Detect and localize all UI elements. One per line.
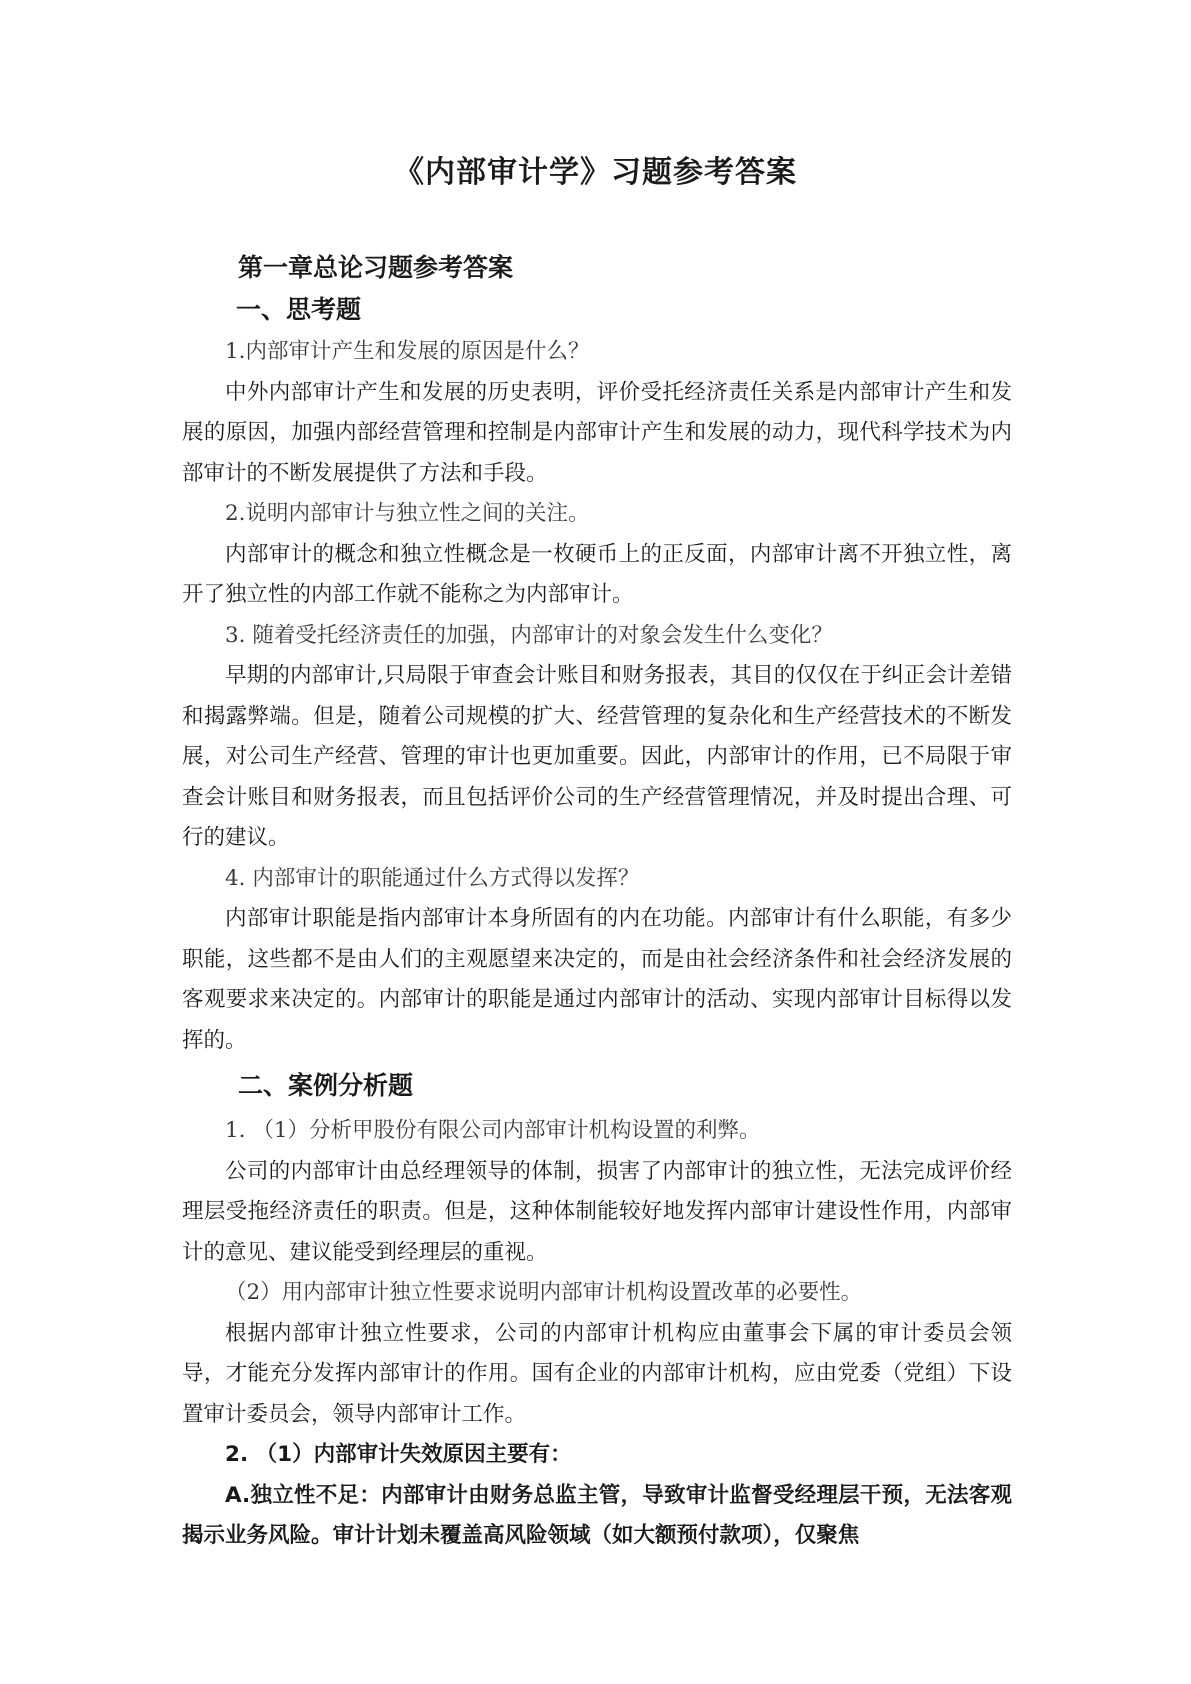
case-1-question-2: （2）用内部审计独立性要求说明内部审计机构设置改革的必要性。 <box>225 1280 863 1305</box>
answer-4: 内部审计职能是指内部审计本身所固有的内在功能。内部审计有什么职能，有多少职能，这些都不是由人们的主观愿望来决定的，而是由社会经济条件和社会经济发展的客观要求来决定的。内部审计的职能是通过内部审计的活动、实现内部审计目标得以发挥的。 <box>182 906 1012 1053</box>
answer-2: 内部审计的概念和独立性概念是一枚硬币上的正反面，内部审计离不开独立性，离开了独立性的内部工作就不能称之为内部审计。 <box>182 541 1012 607</box>
section-heading-thinking-questions: 一、思考题 <box>236 295 362 324</box>
question-3: 3. 随着受托经济责任的加强，内部审计的对象会发生什么变化？ <box>225 622 833 648</box>
case-2-question-1: 2. （1）内部审计失效原因主要有： <box>225 1442 572 1467</box>
document-title: 《内部审计学》习题参考答案 <box>394 155 797 190</box>
section-heading-case-analysis: 二、案例分析题 <box>238 1071 414 1100</box>
case-1-question-1: 1. （1）分析甲股份有限公司内部审计机构设置的利弊。 <box>225 1118 761 1143</box>
question-4: 4. 内部审计的职能通过什么方式得以发挥？ <box>225 865 640 891</box>
question-2: 2.说明内部审计与独立性之间的关注。 <box>225 501 590 526</box>
case-2-answer-1: A.独立性不足：内部审计由财务总监主管，导致审计监督受经理层干预，无法客观揭示业务风险。审计计划未覆盖高风险领域（如大额预付款项），仅聚焦 <box>182 1482 1012 1548</box>
question-1: 1.内部审计产生和发展的原因是什么？ <box>225 339 590 364</box>
answer-3: 早期的内部审计,只局限于审查会计账目和财务报表，其目的仅仅在于纠正会计差错和揭露弊端。但是，随着公司规模的扩大、经营管理的复杂化和生产经营技术的不断发展，对公司生产经营、管理的审计也更加重要。因此，内部审计的作用，已不局限于审查会计账目和财务报表，而且包括评价公司的生产经营管理情况，并及时提出合理、可行的建议。 <box>182 663 1012 850</box>
case-1-answer-1: 公司的内部审计由总经理领导的体制，损害了内部审计的独立性，无法完成评价经理层受拖经济责任的职责。但是，这种体制能较好地发挥内部审计建设性作用，内部审计的意见、建议能受到经理层的重视。 <box>182 1158 1012 1265</box>
document-body <box>182 332 1012 1557</box>
answer-1: 中外内部审计产生和发展的历史表明，评价受托经济责任关系是内部审计产生和发展的原因，加强内部经营管理和控制是内部审计产生和发展的动力，现代科学技术为内部审计的不断发展提供了方法和手段。 <box>182 379 1012 486</box>
chapter-heading: 第一章总论习题参考答案 <box>238 253 514 282</box>
case-1-answer-2: 根据内部审计独立性要求，公司的内部审计机构应由董事会下属的审计委员会领导，才能充分发挥内部审计的作用。国有企业的内部审计机构，应由党委（党组）下设置审计委员会，领导内部审计工作。 <box>182 1320 1012 1427</box>
